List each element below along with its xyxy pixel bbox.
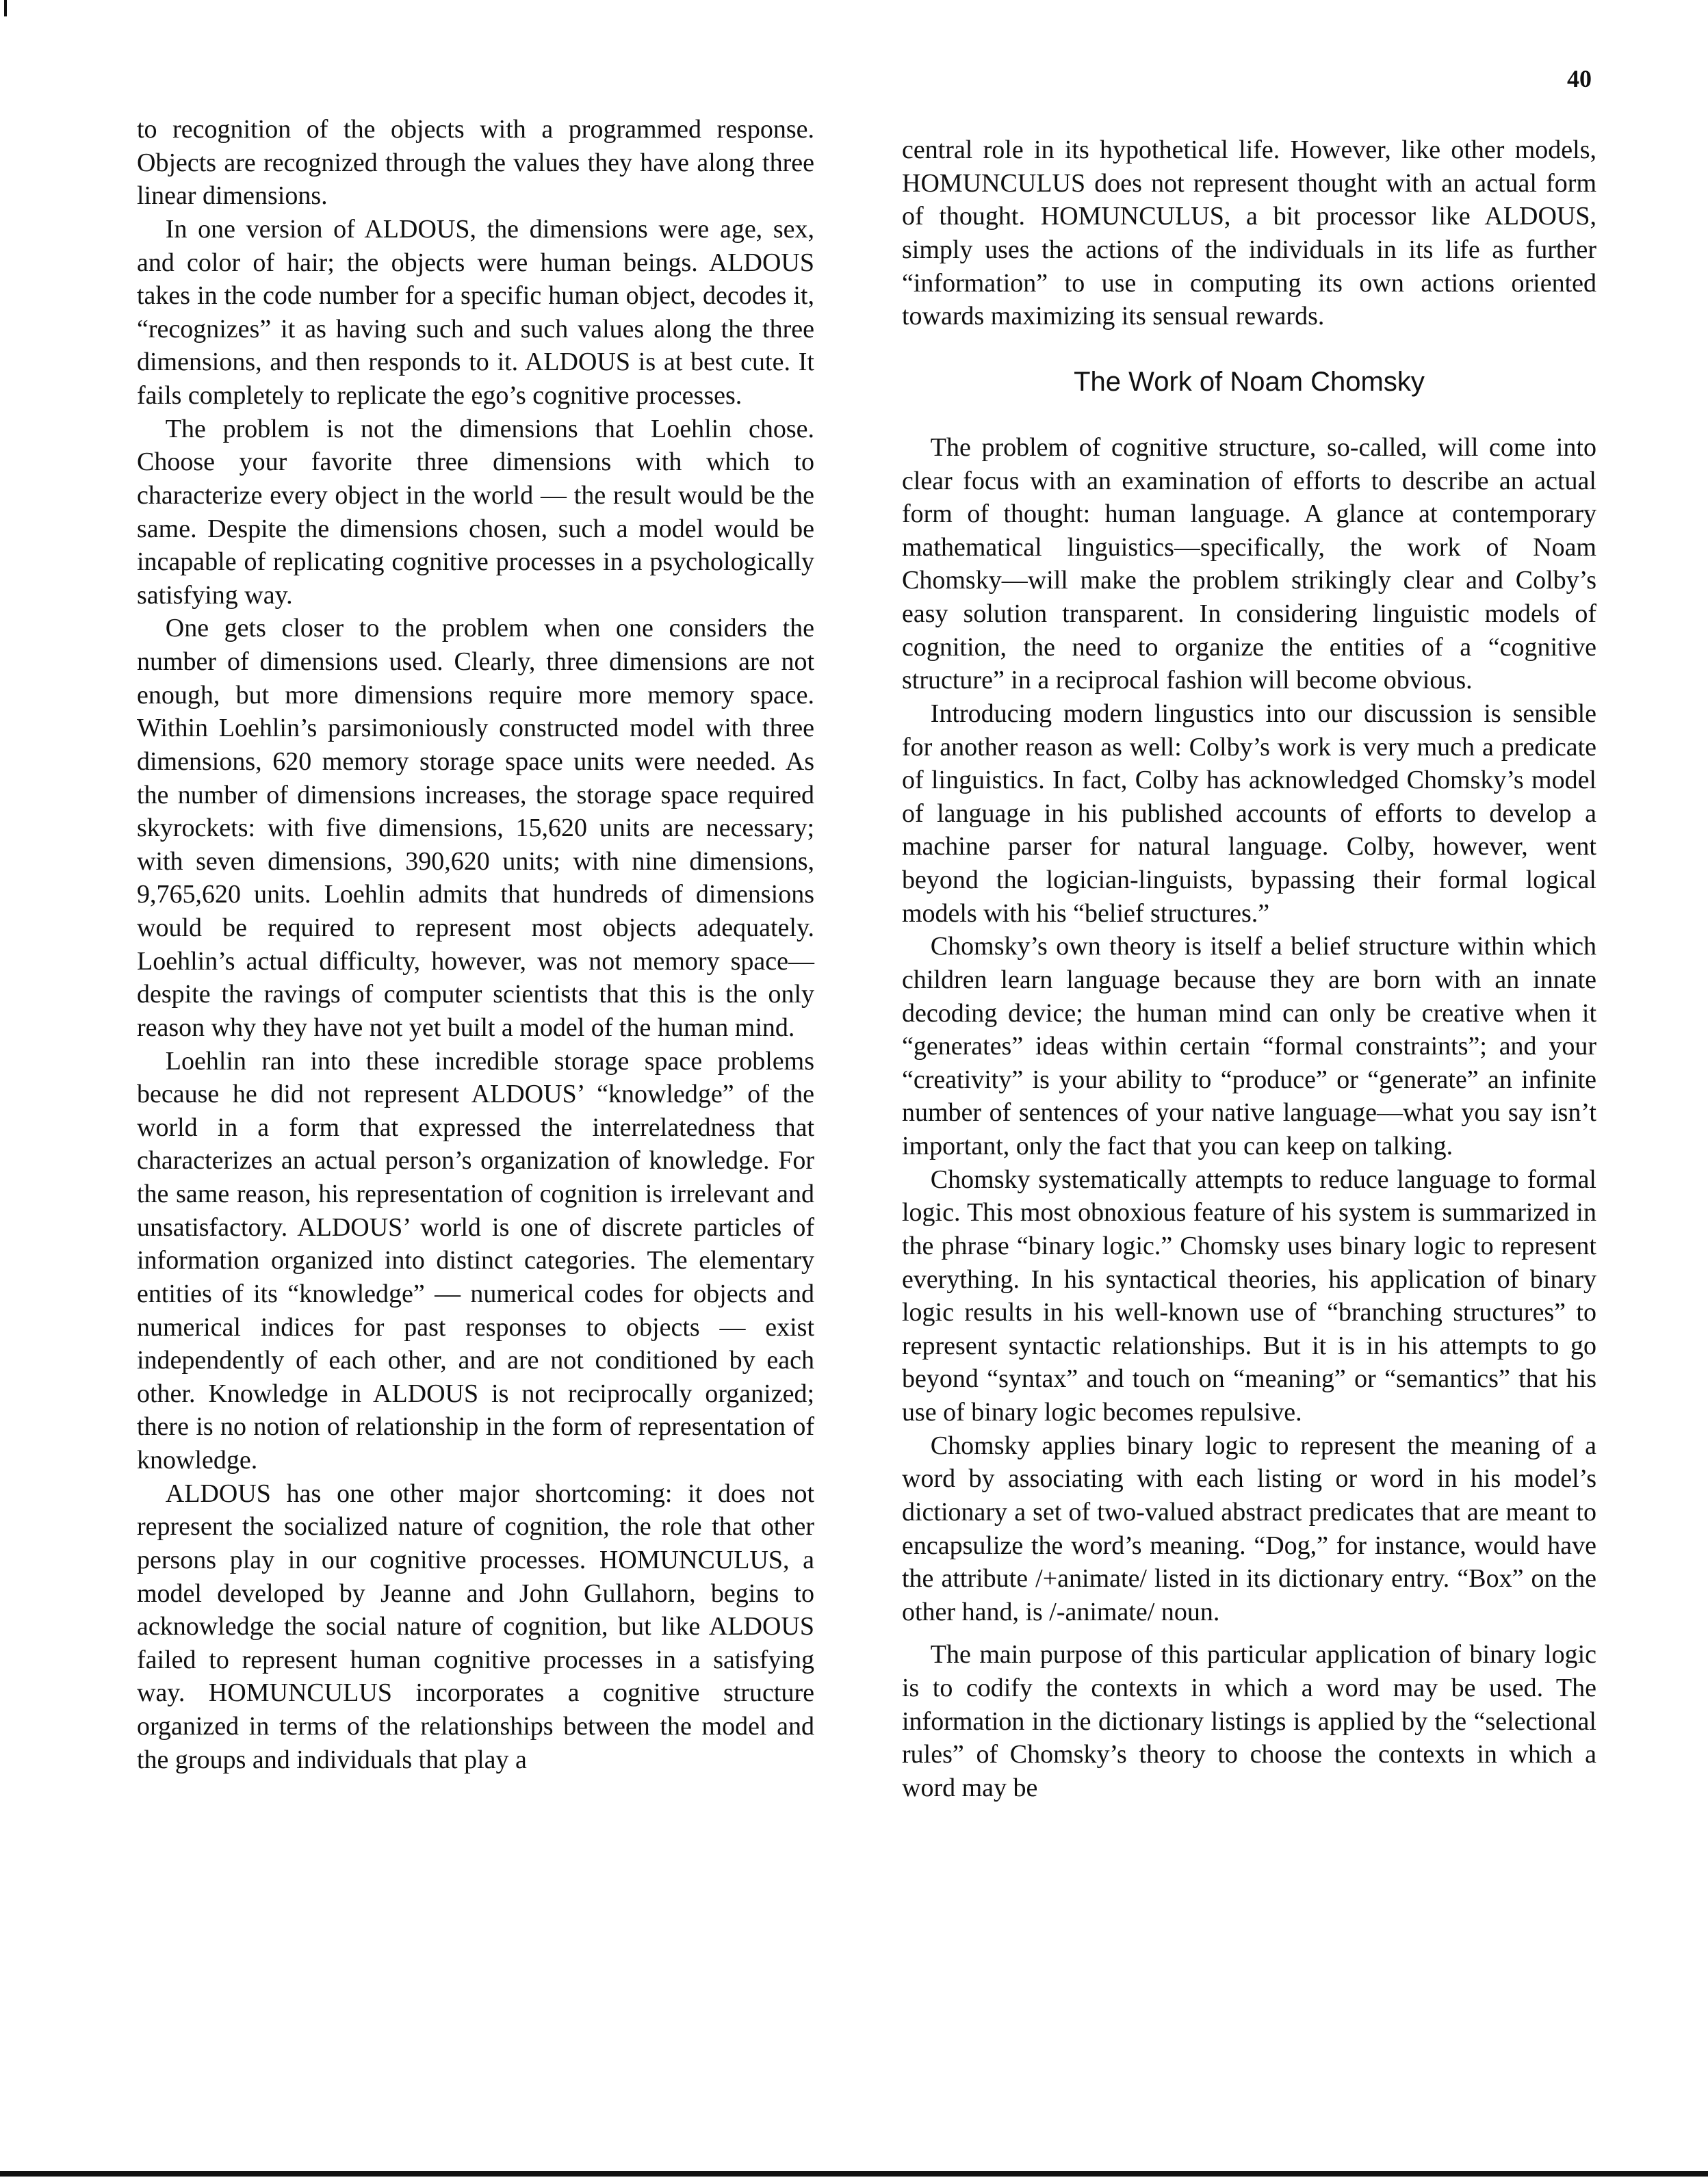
right-paragraph-6: The main purpose of this particular application of binary logic is to codify the contexts in which a word may be used. The information in the dictionary listings is applied by the “selectional rules” of Chomsky’s theory to choose the contexts in which a word may be [902, 1640, 1596, 1802]
left-column [137, 113, 814, 1776]
left-paragraph-5: Loehlin ran into these incredible storage space problems because he did not represent ALDOUS’ “knowledge” of the world in a form that expressed the interrelatedness that characterizes an actual person’s organization of knowledge. For the same reason, his representation of cognition is irrelevant and unsatisfactory. ALDOUS’ world is one of discrete particles of information organized into distinct categories. The elementary entities of its “knowledge” — numerical codes for objects and numerical indices for past responses to objects — exist independently of each other, and are not conditioned by each other. Knowledge in ALDOUS is not reciprocally organized; there is no notion of relationship in the form of representation of knowledge. [137, 1046, 814, 1475]
page-number: 40 [1567, 65, 1592, 92]
right-paragraph-3: Chomsky’s own theory is itself a belief structure within which children learn language because they are born with an innate decoding device; the human mind can only be creative when it “generates” ideas within certain “formal constraints”; and your “creativity” is your ability to “produce” or “generate” an infinite number of sentences of your native language—what you say isn’t important, only the fact that you can keep on talking. [902, 932, 1596, 1161]
right-paragraph-2: Introducing modern lingustics into our discussion is sensible for another reason as well: Colby’s work is very much a predicate of linguistics. In fact, Colby has acknowledged Chomsky’s model of language in his published accounts of efforts to develop a machine parser for natural language. Colby, however, went beyond the logician-linguists, bypassing their formal logical models with his “belief structures.” [902, 699, 1596, 928]
right-paragraph-1: The problem of cognitive structure, so-called, will come into clear focus with an examination of efforts to describe an actual form of thought: human language. A glance at contemporary mathematical linguistics—specifically, the work of Noam Chomsky—will make the problem strikingly clear and Colby’s easy solution transparent. In considering linguistic models of cognition, the need to organize the entities of a “cognitive structure” in a reciprocal fashion will become obvious. [902, 432, 1596, 695]
section-heading: The Work of Noam Chomsky [1074, 366, 1425, 397]
left-paragraph-2: In one version of ALDOUS, the dimensions were age, sex, and color of hair; the objects were human beings. ALDOUS takes in the code number for a specific human object, decodes it, “recognizes” it as having such and such values along the three dimensions, and then responds to it. ALDOUS is at best cute. It fails completely to replicate the ego’s cognitive processes. [137, 214, 814, 410]
left-paragraph-4: One gets closer to the problem when one considers the number of dimensions used. Clearly, three dimensions are not enough, but more dimensions require more memory space. Within Loehlin’s parsimoniously constructed model with three dimensions, 620 memory storage space units were needed. As the number of dimensions increases, the storage space required skyrockets: with five dimensions, 15,620 units are necessary; with seven dimensions, 390,620 units; with nine dimensions, 9,765,620 units. Loehlin admits that hundreds of dimensions would be required to represent most objects adequately. Loehlin’s actual difficulty, however, was not memory space—despite the ravings of computer scientists that this is the only reason why they have not yet built a model of the human mind. [137, 614, 814, 1042]
scan-mark [4, 0, 7, 16]
right-lead-paragraph: central role in its hypothetical life. However, like other models, HOMUNCULUS does not represent thought with an actual form of thought. HOMUNCULUS, a bit processor like ALDOUS, simply uses the actions of the individuals in its life as further “information” to use in computing its own actions oriented towards maximizing its sensual rewards. [902, 135, 1596, 331]
left-paragraph-3: The problem is not the dimensions that Loehlin chose. Choose your favorite three dimensions with which to characterize every object in the world — the result would be the same. Despite the dimensions chosen, such a model would be incapable of replicating cognitive processes in a psychologically satisfying way. [137, 414, 814, 610]
right-paragraph-4: Chomsky systematically attempts to reduce language to formal logic. This most obnoxious feature of his system is summarized in the phrase “binary logic.” Chomsky uses binary logic to represent everything. In his syntactical theories, his application of binary logic results in his well-known use of “branching structures” to represent syntactic relationships. But it is in his attempts to go beyond “syntax” and touch on “meaning” or “semantics” that his use of binary logic becomes repulsive. [902, 1165, 1596, 1427]
right-column [902, 133, 1596, 1805]
left-paragraph-6: ALDOUS has one other major shortcoming: it does not represent the socialized nature of cognition, the role that other persons play in our cognitive processes. HOMUNCULUS, a model developed by Jeanne and John Gullahorn, begins to acknowledge the social nature of cognition, but like ALDOUS failed to represent human cognitive processes in a satisfying way. HOMUNCULUS incorporates a cognitive structure organized in terms of the relationships between the model and the groups and individuals that play a [137, 1479, 814, 1774]
bottom-rule [0, 2171, 1708, 2177]
left-paragraph-1: to recognition of the objects with a programmed response. Objects are recognized through the values they have along three linear dimensions. [137, 115, 814, 211]
right-paragraph-5: Chomsky applies binary logic to represent the meaning of a word by associating with each listing or word in his model’s dictionary a set of two-valued abstract predicates that are meant to encapsulize the word’s meaning. “Dog,” for instance, would have the attribute /+animate/ listed in its dictionary entry. “Box” on the other hand, is /-animate/ noun. [902, 1431, 1596, 1626]
